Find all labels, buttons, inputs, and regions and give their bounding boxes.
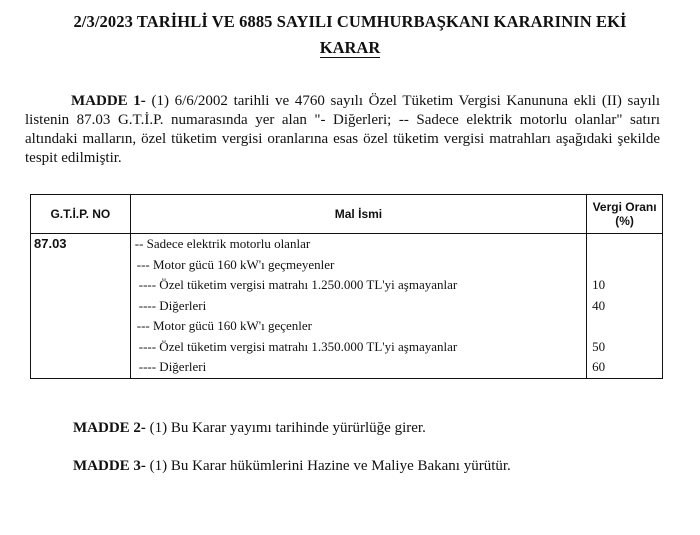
table-row: ---- Özel tüketim vergisi matrahı 1.250.000 TL'yi aşmayanlar <box>138 277 458 292</box>
table-row: ---- Özel tüketim vergisi matrahı 1.350.000 TL'yi aşmayanlar <box>138 338 458 354</box>
madde-1-paragraph <box>25 92 660 168</box>
table-row: ---- Diğerleri <box>138 297 207 313</box>
madde-3-paragraph <box>73 458 511 475</box>
table-header-row <box>31 195 663 234</box>
madde-2-text: (1) Bu Karar yayımı tarihinde yürürlüğe girer. <box>145 420 426 436</box>
table-body-row <box>31 234 663 379</box>
header-mal-ismi: Mal İsmi <box>130 195 586 234</box>
header-vergi-orani-label: Vergi Oranı <box>592 200 657 214</box>
madde-2-paragraph <box>73 420 426 437</box>
header-vergi-orani-unit: (%) <box>615 214 634 228</box>
header-vergi-orani <box>587 195 663 234</box>
rate-value: 10 <box>592 277 606 292</box>
madde-1-text: (1) 6/6/2002 tarihli ve 4760 sayılı Özel Tüketim Vergisi Kanununa ekli (II) sayılı listenin 87.03 G.T.İ.P. numarasında yer alan "- Diğerleri; -- Sadece elektrik motorlu olanlar" satırı altındaki malların, özel tüketim vergisi oranlarına esas özel tüketim vergisi matrahları aşağıdaki şekilde tespit edilmiştir. <box>25 93 660 166</box>
document-title: 2/3/2023 TARİHLİ VE 6885 SAYILI CUMHURBAŞKANI KARARININ EKİ <box>73 12 627 31</box>
table-row: ---- Diğerleri <box>138 359 207 374</box>
rate-value <box>587 255 662 276</box>
karar-heading: KARAR <box>319 38 381 57</box>
madde-1-label: MADDE 1- <box>71 93 146 109</box>
gtip-cell: 87.03 <box>31 234 131 379</box>
header-gtip: G.T.İ.P. NO <box>31 195 131 234</box>
rate-value: 40 <box>592 297 606 313</box>
rates-table <box>30 194 663 379</box>
mal-cell <box>130 234 586 379</box>
madde-3-text: (1) Bu Karar hükümlerini Hazine ve Maliye Bakanı yürütür. <box>145 458 511 474</box>
madde-2-label: MADDE 2- <box>73 420 146 436</box>
oran-cell <box>587 234 663 379</box>
madde-3-label: MADDE 3- <box>73 458 146 474</box>
rate-value: 50 <box>592 338 606 354</box>
table-row: --- Motor gücü 160 kW'ı geçenler <box>136 318 312 333</box>
rate-value <box>587 316 662 337</box>
table-row: -- Sadece elektrik motorlu olanlar <box>134 236 311 251</box>
document-subtitle <box>0 38 700 58</box>
table-row: --- Motor gücü 160 kW'ı geçmeyenler <box>136 256 335 272</box>
rate-value: 60 <box>592 359 606 374</box>
rate-value <box>587 234 662 255</box>
